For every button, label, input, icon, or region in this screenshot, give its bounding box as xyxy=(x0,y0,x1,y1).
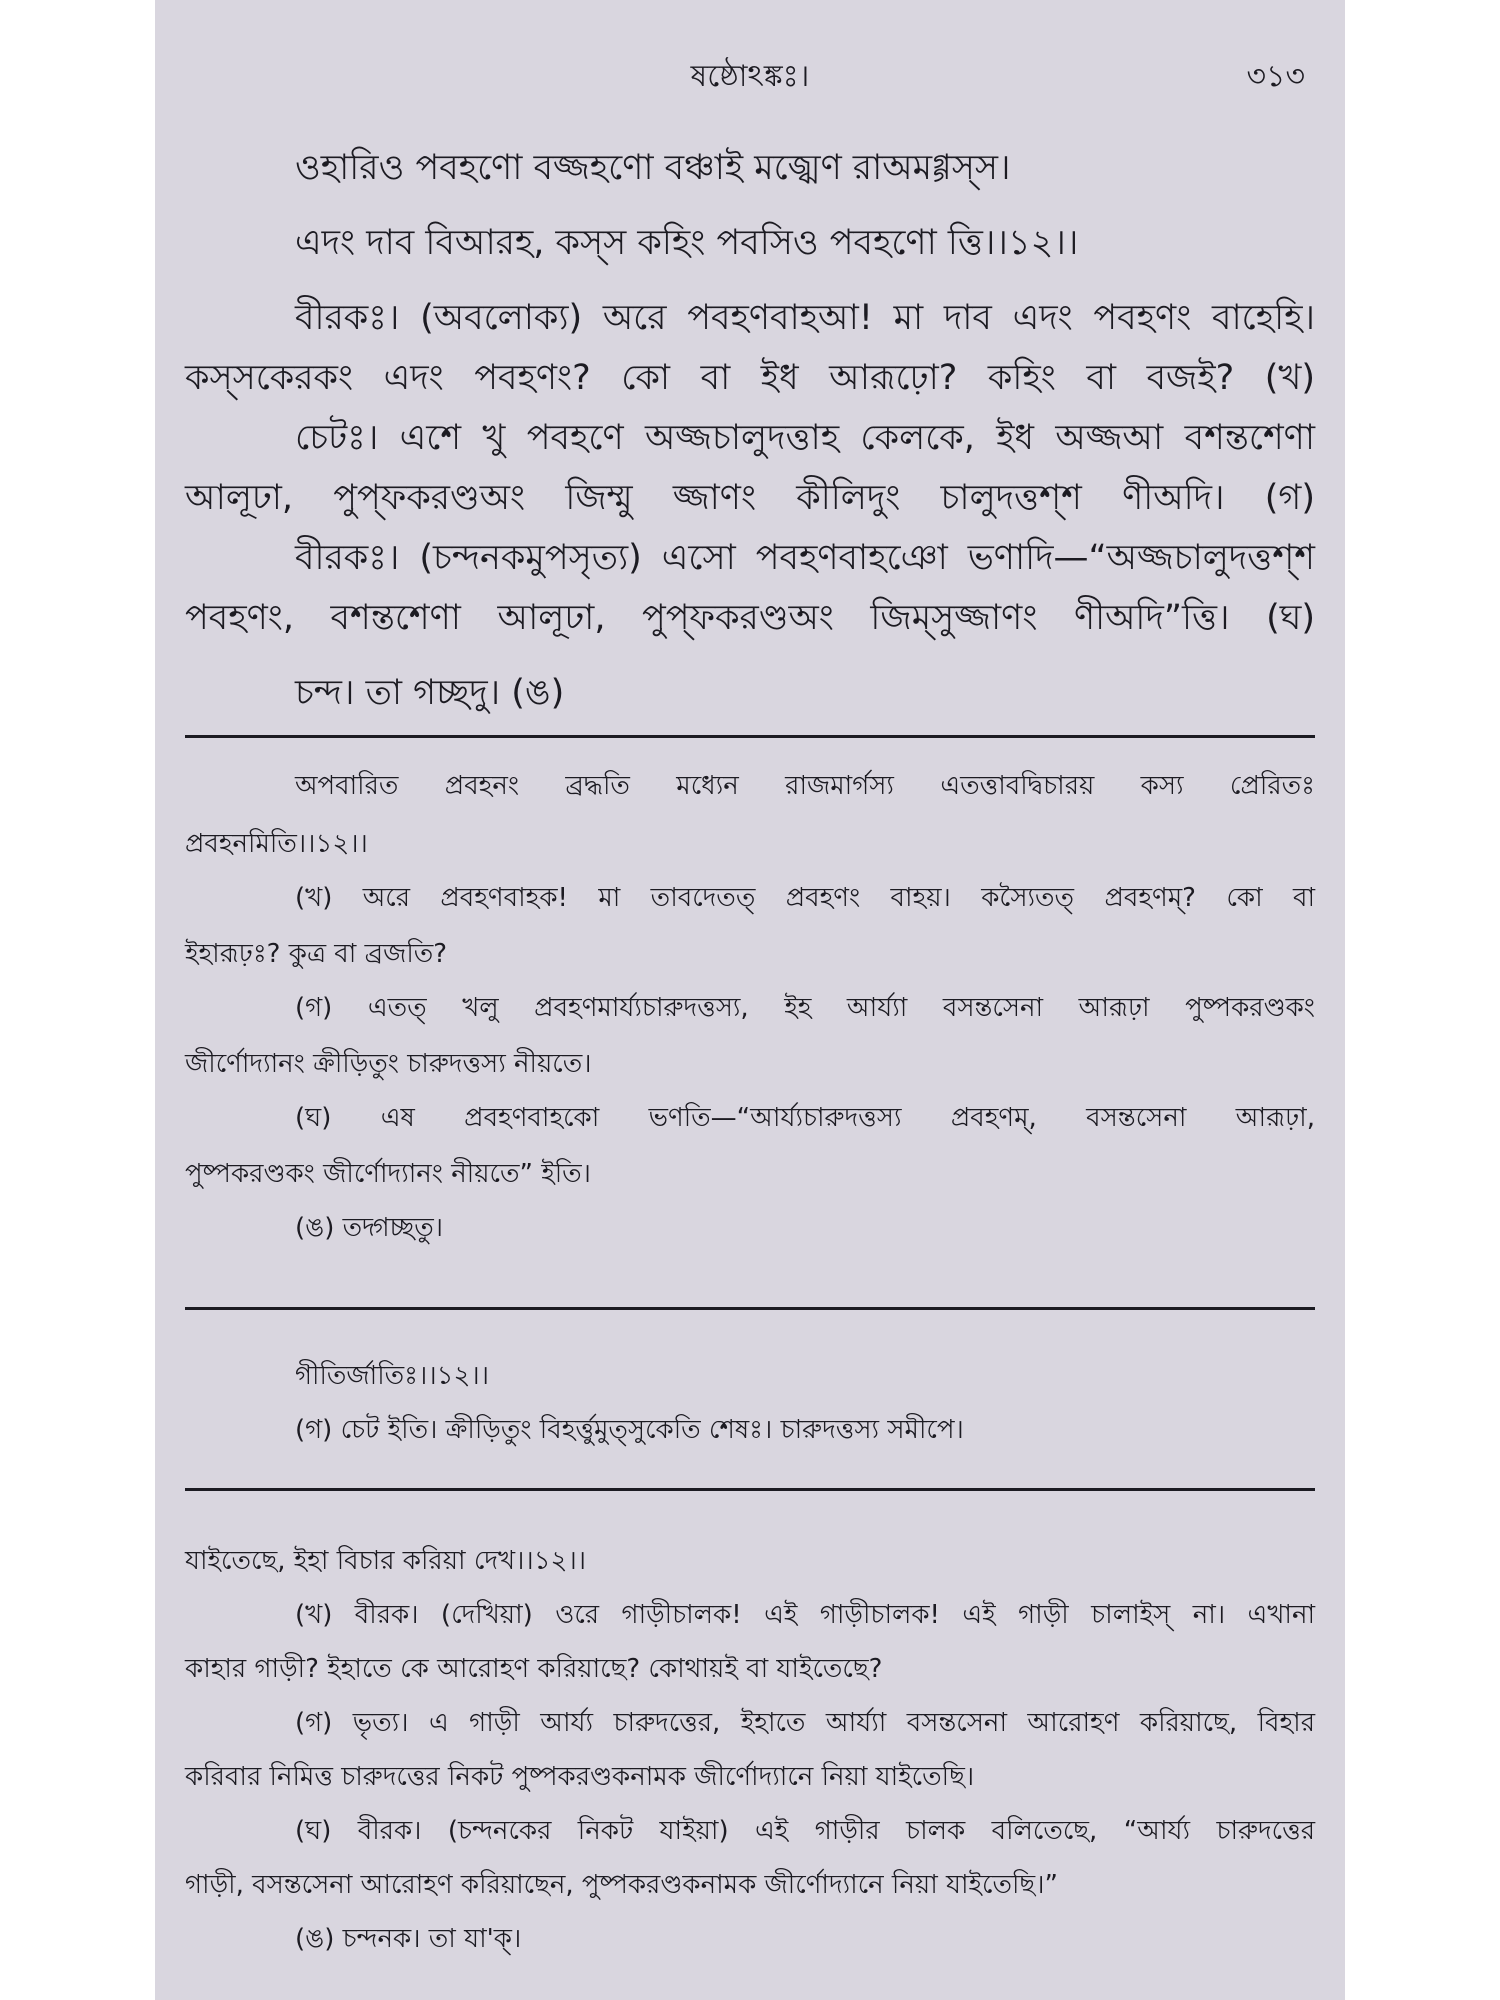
verse-line: কস্সকেরকং এদং পবহণং? কো বা ইধ আরূঢ়ো? কহিং বা বজই? (খ) xyxy=(185,358,1315,398)
translation-line: (খ) বীরক। (দেখিয়া) ওরে গাড়ীচালক! এই গাড়ীচালক! এই গাড়ী চালাইস্ না। এখানা xyxy=(295,1600,1315,1630)
verse-line: বীরকঃ। (চন্দনকমুপসৃত্য) এসো পবহণবাহঞো ভণাদি—“অজ্জচালুদত্তশ্শ xyxy=(295,538,1315,578)
verse-line: আলূঢা, পুপ্ফকরণ্ডঅং জিম্মু জ্জাণং কীলিদুং চালুদত্তশ্শ ণীঅদি। (গ) xyxy=(185,478,1315,518)
chhaya-line: (খ) অরে প্রবহণবাহক! মা তাবদেতত্ প্রবহণং বাহয়। কস্যৈতত্ প্রবহণম্? কো বা xyxy=(295,883,1315,913)
section-divider xyxy=(185,735,1315,738)
translation-line: গাড়ী, বসন্তসেনা আরোহণ করিয়াছেন, পুষ্পকরণ্ডকনামক জীর্ণোদ্যানে নিয়া যাইতেছি।” xyxy=(185,1870,1058,1900)
translation-line: করিবার নিমিত্ত চারুদত্তের নিকট পুষ্পকরণ্ডকনামক জীর্ণোদ্যানে নিয়া যাইতেছি। xyxy=(185,1762,975,1792)
chhaya-line: অপবারিত প্রবহনং ব্রদ্ধতি মধ্যেন রাজমার্গস্য এতত্তাবদ্বিচারয় কস্য প্রেরিতঃ xyxy=(295,771,1315,801)
page-number: ৩১৩ xyxy=(1246,59,1305,94)
commentary-line: গীতির্জাতিঃ।।১২।। xyxy=(295,1361,490,1391)
section-divider xyxy=(185,1488,1315,1491)
translation-line: (ঙ) চন্দনক। তা যা'ক্। xyxy=(295,1924,522,1954)
verse-line: বীরকঃ। (অবলোক্য) অরে পবহণবাহআ! মা দাব এদং পবহণং বাহেহি। xyxy=(295,298,1315,338)
chhaya-line: জীর্ণোদ্যানং ক্রীড়িতুং চারুদত্তস্য নীয়তে। xyxy=(185,1049,592,1079)
verse-line: চন্দ। তা গচ্ছদু। (ঙ) xyxy=(295,673,565,713)
page-header xyxy=(155,52,1345,102)
verse-line: পবহণং, বশন্তশেণা আলূঢা, পুপ্ফকরণ্ডঅং জিম্সুজ্জাণং ণীঅদি”ত্তি। (ঘ) xyxy=(185,598,1315,638)
verse-line: চেটঃ। এশে খু পবহণে অজ্জচালুদত্তাহ কেলকে, ইধ অজ্জআ বশন্তশেণা xyxy=(295,418,1315,458)
chhaya-line: (গ) এতত্ খলু প্রবহণমার্য্যচারুদত্তস্য, ইহ আর্য্যা বসন্তসেনা আরূঢ়া পুষ্পকরণ্ডকং xyxy=(295,993,1315,1023)
verse-line: ওহারিও পবহণো বজ্জহণো বঞ্চাই মজ্ঝেণ রাঅমগ্গস্স। xyxy=(295,148,1011,188)
chhaya-line: ইহারূঢ়ঃ? কুত্র বা ব্রজতি? xyxy=(185,939,448,969)
chhaya-line: পুষ্পকরণ্ডকং জীর্ণোদ্যানং নীয়তে” ইতি। xyxy=(185,1159,591,1189)
section-divider xyxy=(185,1307,1315,1310)
translation-line: যাইতেছে, ইহা বিচার করিয়া দেখ।।১২।। xyxy=(185,1546,587,1576)
translation-line: কাহার গাড়ী? ইহাতে কে আরোহণ করিয়াছে? কোথায়ই বা যাইতেছে? xyxy=(185,1654,883,1684)
book-page xyxy=(155,0,1345,2000)
chhaya-line: (ঙ) তদ্গচ্ছতু। xyxy=(295,1213,444,1243)
commentary-line: (গ) চেট ইতি। ক্রীড়িতুং বিহর্ত্তুমুত্সুকেতি শেষঃ। চারুদত্তস্য সমীপে। xyxy=(295,1415,964,1445)
chhaya-line: (ঘ) এষ প্রবহণবাহকো ভণতি—“আর্য্যচারুদত্তস্য প্রবহণম্, বসন্তসেনা আরূঢ়া, xyxy=(295,1103,1315,1133)
running-head: ষষ্ঠোঽঙ্কঃ। xyxy=(690,59,810,94)
chhaya-line: প্রবহনমিতি।।১২।। xyxy=(185,829,368,859)
verse-line: এদং দাব বিআরহ, কস্স কহিং পবসিও পবহণো ত্তি।।১২।। xyxy=(295,223,1079,263)
translation-line: (ঘ) বীরক। (চন্দনকের নিকট যাইয়া) এই গাড়ীর চালক বলিতেছে, “আর্য্য চারুদত্তের xyxy=(295,1816,1315,1846)
translation-line: (গ) ভৃত্য। এ গাড়ী আর্য্য চারুদত্তের, ইহাতে আর্য্যা বসন্তসেনা আরোহণ করিয়াছে, বিহার xyxy=(295,1708,1315,1738)
